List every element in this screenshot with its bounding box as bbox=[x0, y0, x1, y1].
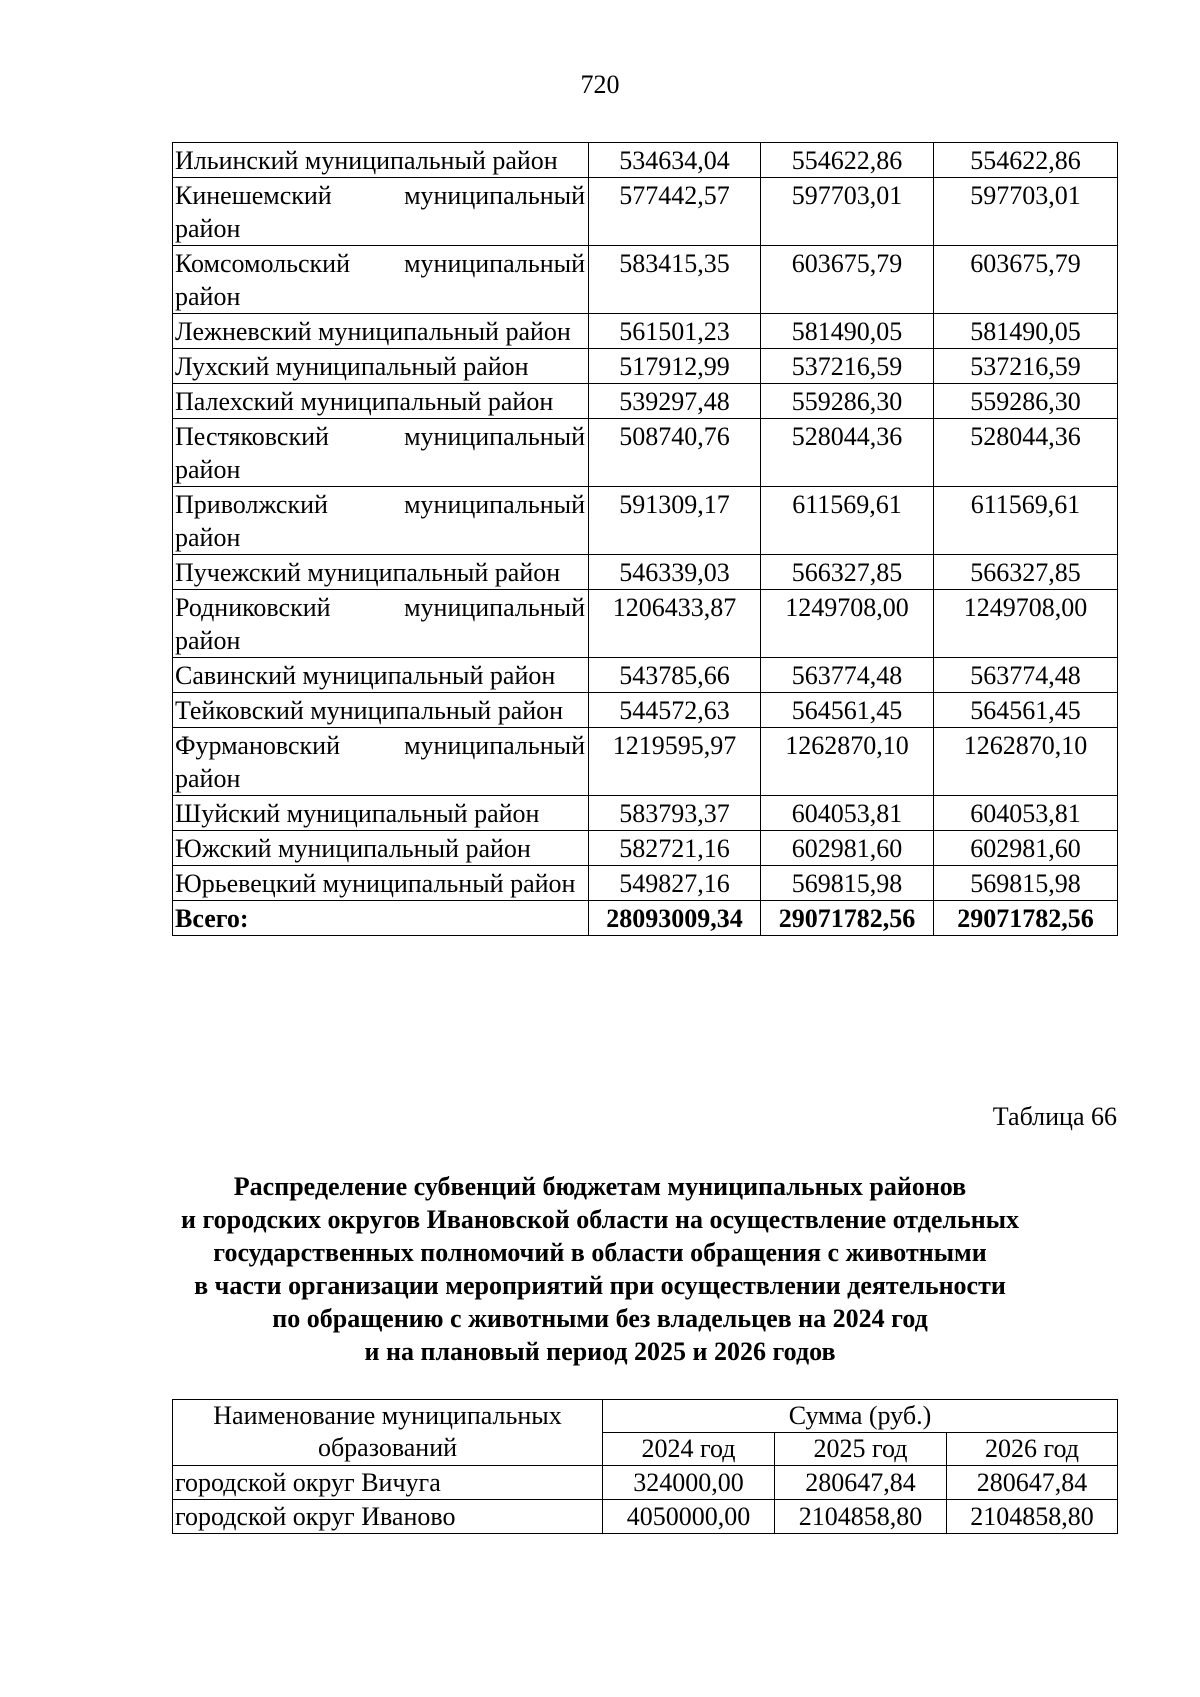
table-row bbox=[173, 1466, 1118, 1500]
amount-cell-2026: 563774,48 bbox=[934, 658, 1118, 693]
amount-cell-2024: 582721,16 bbox=[589, 831, 761, 866]
table-row bbox=[173, 349, 1118, 384]
amount-cell-2024: 583415,35 bbox=[589, 246, 761, 314]
page-number: 720 bbox=[580, 70, 620, 99]
amount-cell-2026: 569815,98 bbox=[934, 866, 1118, 901]
amount-cell-2026: 581490,05 bbox=[934, 314, 1118, 349]
table-row bbox=[173, 658, 1118, 693]
table-row bbox=[173, 796, 1118, 831]
table-label: Таблица 66 bbox=[992, 1102, 1117, 1131]
table-row bbox=[173, 1500, 1118, 1534]
amount-cell-2025: 2104858,80 bbox=[775, 1500, 947, 1534]
title-line: государственных полномочий в области обращения с животными bbox=[213, 1238, 987, 1267]
amount-cell-2026: 554622,86 bbox=[934, 143, 1118, 178]
municipality-cell: Савинский муниципальный район bbox=[173, 658, 589, 693]
amount-cell-2025: 611569,61 bbox=[761, 487, 934, 555]
table-row bbox=[173, 246, 1118, 314]
amount-cell-2026: 602981,60 bbox=[934, 831, 1118, 866]
table-row bbox=[173, 178, 1118, 246]
table-row bbox=[173, 693, 1118, 728]
municipality-cell: Пестяковский муниципальный район bbox=[173, 419, 589, 487]
amount-cell-2026: 280647,84 bbox=[947, 1466, 1118, 1500]
amount-cell-2025: 569815,98 bbox=[761, 866, 934, 901]
title-line: Распределение субвенций бюджетам муниципальных районов bbox=[233, 1172, 967, 1201]
header-sum: Сумма (руб.) bbox=[603, 1400, 1118, 1433]
title-line: в части организации мероприятий при осуществлении деятельности bbox=[194, 1271, 1006, 1300]
table-row bbox=[173, 314, 1118, 349]
amount-cell-2024: 324000,00 bbox=[603, 1466, 775, 1500]
amount-cell-2024: 539297,48 bbox=[589, 384, 761, 419]
title-line: и на плановый период 2025 и 2026 годов bbox=[364, 1337, 836, 1366]
municipality-cell: Шуйский муниципальный район bbox=[173, 796, 589, 831]
table2-header-row bbox=[173, 1400, 1118, 1433]
header-municipality: Наименование муниципальных образований bbox=[173, 1400, 603, 1466]
amount-cell-2025: 559286,30 bbox=[761, 384, 934, 419]
header-year-2024: 2024 год bbox=[603, 1433, 775, 1466]
table-row bbox=[173, 143, 1118, 178]
total-label: Всего: bbox=[173, 901, 589, 936]
table-row bbox=[173, 728, 1118, 796]
table-row bbox=[173, 590, 1118, 658]
amount-cell-2026: 1249708,00 bbox=[934, 590, 1118, 658]
municipality-cell: Южский муниципальный район bbox=[173, 831, 589, 866]
amount-cell-2024: 508740,76 bbox=[589, 419, 761, 487]
amount-cell-2024: 561501,23 bbox=[589, 314, 761, 349]
municipality-cell: городской округ Вичуга bbox=[173, 1466, 603, 1500]
amount-cell-2024: 543785,66 bbox=[589, 658, 761, 693]
municipality-cell: Лухский муниципальный район bbox=[173, 349, 589, 384]
amount-cell-2024: 1219595,97 bbox=[589, 728, 761, 796]
municipality-cell: Лежневский муниципальный район bbox=[173, 314, 589, 349]
table-row bbox=[173, 487, 1118, 555]
total-amount-2026: 29071782,56 bbox=[934, 901, 1118, 936]
subvention-table-continued bbox=[172, 142, 1118, 936]
header-year-2025: 2025 год bbox=[775, 1433, 947, 1466]
amount-cell-2025: 604053,81 bbox=[761, 796, 934, 831]
amount-cell-2024: 544572,63 bbox=[589, 693, 761, 728]
amount-cell-2024: 1206433,87 bbox=[589, 590, 761, 658]
municipality-cell: Приволжский муниципальный район bbox=[173, 487, 589, 555]
total-amount-2024: 28093009,34 bbox=[589, 901, 761, 936]
municipality-cell: Пучежский муниципальный район bbox=[173, 555, 589, 590]
amount-cell-2025: 1249708,00 bbox=[761, 590, 934, 658]
table1-body bbox=[173, 143, 1118, 936]
amount-cell-2024: 4050000,00 bbox=[603, 1500, 775, 1534]
subvention-table-66 bbox=[172, 1399, 1118, 1534]
table-row bbox=[173, 384, 1118, 419]
amount-cell-2025: 563774,48 bbox=[761, 658, 934, 693]
municipality-cell: Тейковский муниципальный район bbox=[173, 693, 589, 728]
municipality-cell: Комсомольский муниципальный район bbox=[173, 246, 589, 314]
amount-cell-2025: 528044,36 bbox=[761, 419, 934, 487]
amount-cell-2026: 2104858,80 bbox=[947, 1500, 1118, 1534]
municipality-cell: Родниковский муниципальный район bbox=[173, 590, 589, 658]
amount-cell-2025: 581490,05 bbox=[761, 314, 934, 349]
amount-cell-2025: 1262870,10 bbox=[761, 728, 934, 796]
amount-cell-2026: 604053,81 bbox=[934, 796, 1118, 831]
amount-cell-2024: 583793,37 bbox=[589, 796, 761, 831]
amount-cell-2024: 577442,57 bbox=[589, 178, 761, 246]
header-year-2026: 2026 год bbox=[947, 1433, 1118, 1466]
amount-cell-2025: 280647,84 bbox=[775, 1466, 947, 1500]
amount-cell-2026: 597703,01 bbox=[934, 178, 1118, 246]
amount-cell-2024: 546339,03 bbox=[589, 555, 761, 590]
table2-header bbox=[173, 1400, 1118, 1466]
total-row bbox=[173, 901, 1118, 936]
municipality-cell: Кинешемский муниципальный район bbox=[173, 178, 589, 246]
title-line: по обращению с животными без владельцев на 2024 год bbox=[272, 1304, 928, 1333]
amount-cell-2025: 554622,86 bbox=[761, 143, 934, 178]
table-row bbox=[173, 831, 1118, 866]
table-row bbox=[173, 419, 1118, 487]
amount-cell-2026: 559286,30 bbox=[934, 384, 1118, 419]
municipality-cell: городской округ Иваново bbox=[173, 1500, 603, 1534]
table2-body bbox=[173, 1466, 1118, 1534]
amount-cell-2025: 597703,01 bbox=[761, 178, 934, 246]
amount-cell-2024: 534634,04 bbox=[589, 143, 761, 178]
table-title bbox=[0, 1170, 1200, 1368]
municipality-cell: Юрьевецкий муниципальный район bbox=[173, 866, 589, 901]
table-row bbox=[173, 866, 1118, 901]
amount-cell-2025: 566327,85 bbox=[761, 555, 934, 590]
amount-cell-2024: 591309,17 bbox=[589, 487, 761, 555]
amount-cell-2025: 603675,79 bbox=[761, 246, 934, 314]
amount-cell-2026: 528044,36 bbox=[934, 419, 1118, 487]
amount-cell-2025: 602981,60 bbox=[761, 831, 934, 866]
amount-cell-2025: 537216,59 bbox=[761, 349, 934, 384]
municipality-cell: Фурмановский муниципальный район bbox=[173, 728, 589, 796]
table-row bbox=[173, 555, 1118, 590]
amount-cell-2026: 537216,59 bbox=[934, 349, 1118, 384]
amount-cell-2024: 549827,16 bbox=[589, 866, 761, 901]
amount-cell-2026: 566327,85 bbox=[934, 555, 1118, 590]
amount-cell-2026: 564561,45 bbox=[934, 693, 1118, 728]
amount-cell-2026: 611569,61 bbox=[934, 487, 1118, 555]
title-line: и городских округов Ивановской области на осуществление отдельных bbox=[180, 1205, 1020, 1234]
municipality-cell: Палехский муниципальный район bbox=[173, 384, 589, 419]
amount-cell-2025: 564561,45 bbox=[761, 693, 934, 728]
amount-cell-2024: 517912,99 bbox=[589, 349, 761, 384]
municipality-cell: Ильинский муниципальный район bbox=[173, 143, 589, 178]
total-amount-2025: 29071782,56 bbox=[761, 901, 934, 936]
amount-cell-2026: 1262870,10 bbox=[934, 728, 1118, 796]
amount-cell-2026: 603675,79 bbox=[934, 246, 1118, 314]
